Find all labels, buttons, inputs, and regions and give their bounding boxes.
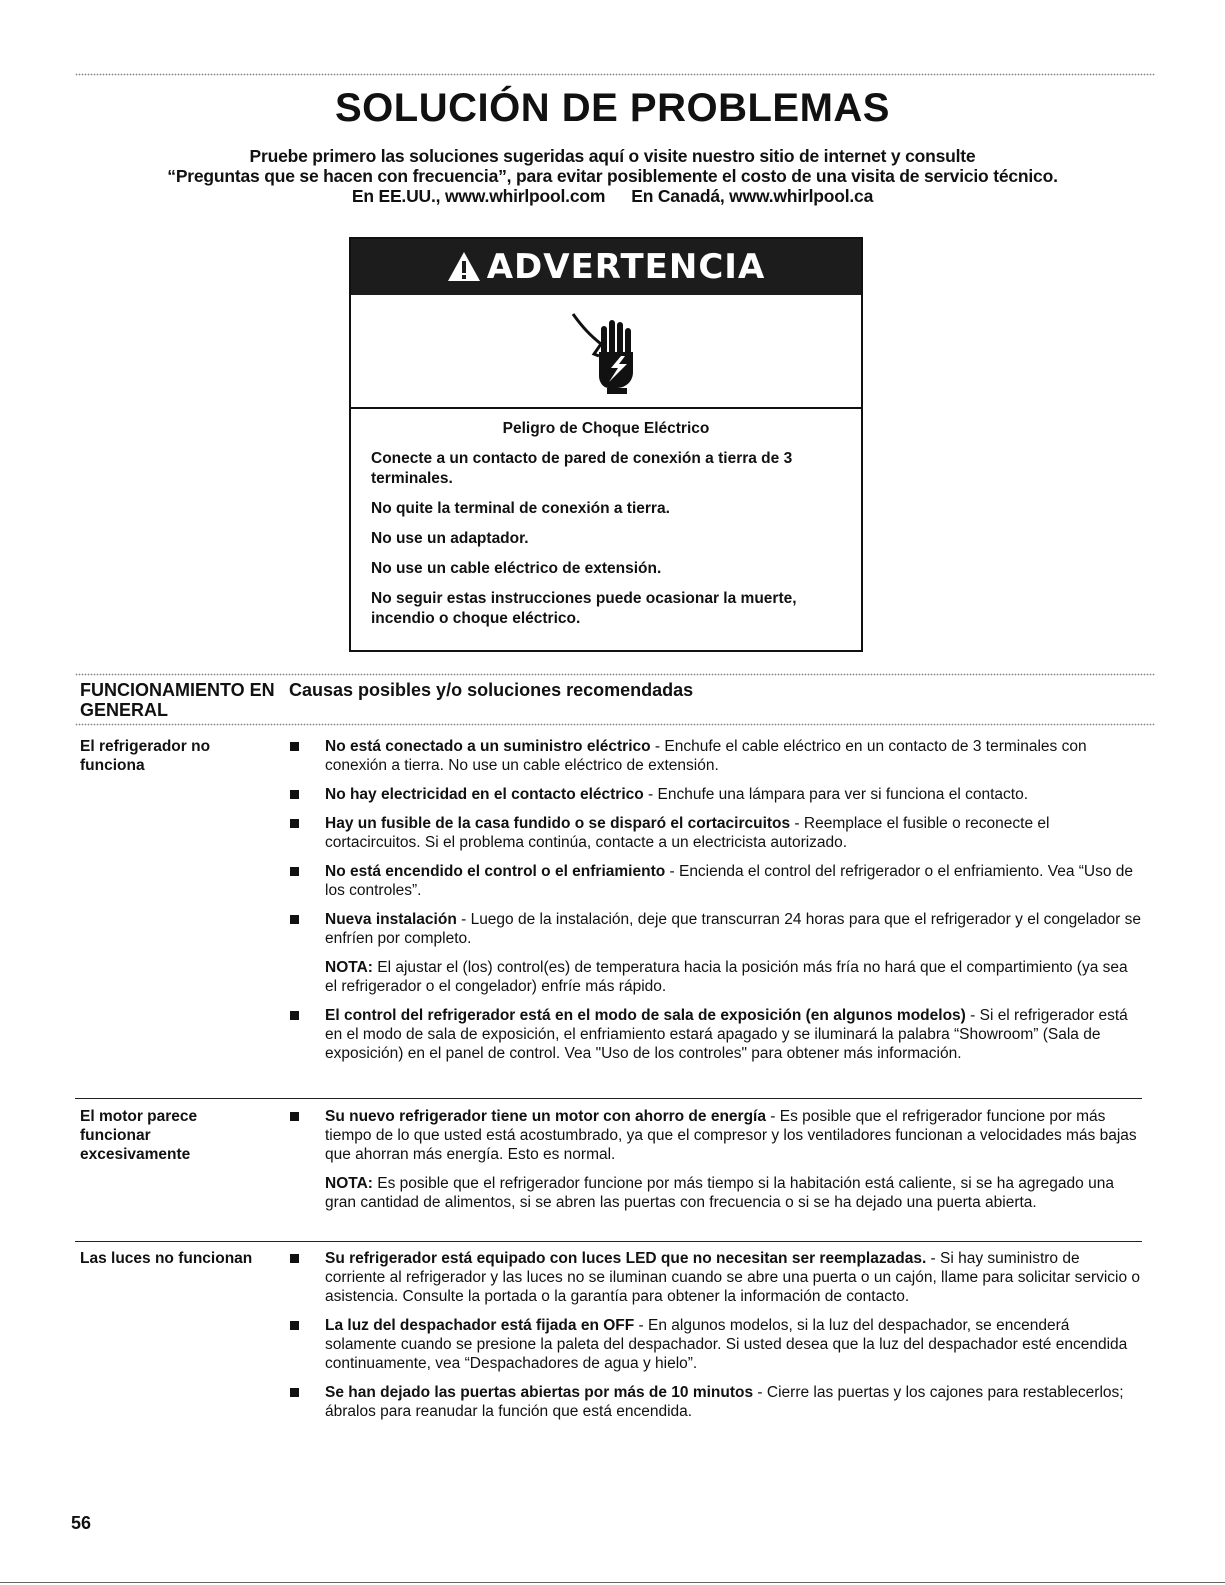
solution-list [288, 1249, 1142, 1431]
list-item [288, 785, 1142, 804]
list-item [288, 1107, 1142, 1164]
website-urls [0, 186, 1225, 206]
cause-title: Nueva instalación [325, 911, 457, 928]
note-text: Es posible que el refrigerador funcione por más tiempo si la habitación está caliente, si se ha agregado una gran cantidad de alimentos, si se abren las puertas con frecuencia o si se ha dejado una puerta abierta. [325, 1175, 1114, 1211]
url-canada: En Canadá, www.whirlpool.ca [631, 186, 874, 206]
note [288, 1174, 1142, 1212]
intro-line-2: “Preguntas que se hacen con frecuencia”, para evitar posiblemente el costo de una visita de servicio técnico. [167, 166, 1058, 186]
url-us: En EE.UU., www.whirlpool.com [351, 186, 606, 206]
warning-line: No use un adaptador. [371, 530, 529, 547]
note-label: NOTA: [325, 1175, 373, 1192]
bullet-icon [290, 790, 299, 799]
column-header-solutions: Causas posibles y/o soluciones recomendadas [289, 680, 694, 700]
solution-text: - Es posible que el refrigerador funcione por más tiempo de lo que usted está acostumbrado, ya que el compresor y los ventiladores funcionan a velocidades más bajas que ahorran más energía. Esto es normal. [325, 1108, 1137, 1163]
bullet-icon [290, 1388, 299, 1397]
top-dotted-rule [75, 72, 1155, 77]
intro-line-1: Pruebe primero las soluciones sugeridas aquí o visite nuestro sitio de internet y consulte [249, 146, 976, 166]
section-label: El motor parece funcionar excesivamente [80, 1108, 198, 1163]
intro-text [0, 146, 1225, 206]
list-item [288, 737, 1142, 775]
warning-heading: ADVERTENCIA [486, 247, 766, 287]
list-item [288, 862, 1142, 900]
warning-header [351, 239, 861, 295]
solution-text: - Encienda el control del refrigerador o el enfriamiento. Vea “Uso de los controles”. [325, 863, 1134, 899]
solution-text: - Si el refrigerador está en el modo de sala de exposición, el enfriamiento estará apagado y se iluminará la palabra “Showroom” (Sala de exposición) en el panel de control. Vea "Uso de los controles" para obtener más información. [325, 1007, 1128, 1062]
list-item [288, 814, 1142, 852]
bullet-icon [290, 915, 299, 924]
hazard-triangle-icon [447, 250, 481, 284]
cause-title: No hay electricidad en el contacto eléctrico [325, 786, 644, 803]
note-text: El ajustar el (los) control(es) de temperatura hacia la posición más fría no hará que el compartimiento (ya sea el refrigerador o el congelador) enfríe más rápido. [325, 959, 1128, 995]
solution-text: - En algunos modelos, si la luz del despachador, se encenderá solamente cuando se presione la paleta del despachador. Si usted desea que la luz del despachador esté encendida continuamente, vea “Despachadores de agua y hielo”. [325, 1317, 1128, 1372]
cause-title: No está conectado a un suministro eléctrico [325, 738, 651, 755]
solution-text: - Enchufe una lámpara para ver si funciona el contacto. [643, 786, 1028, 803]
cause-title: Se han dejado las puertas abiertas por más de 10 minutos [325, 1384, 754, 1401]
cause-title: La luz del despachador está fijada en OFF [325, 1317, 635, 1334]
solution-text: - Cierre las puertas y los cajones para restablecerlos; ábralos para reanudar la función que está encendida. [325, 1384, 1124, 1420]
cause-title: No está encendido el control o el enfriamiento [325, 863, 666, 880]
bullet-icon [290, 1321, 299, 1330]
warning-box [349, 237, 863, 652]
section-label: Las luces no funcionan [80, 1250, 253, 1267]
list-item [288, 910, 1142, 948]
list-item [288, 1316, 1142, 1373]
page-title: SOLUCIÓN DE PROBLEMAS [335, 86, 890, 130]
warning-line: Conecte a un contacto de pared de conexión a tierra de 3 terminales. [371, 450, 793, 487]
cause-title: El control del refrigerador está en el modo de sala de exposición (en algunos modelos) [325, 1007, 966, 1024]
table-top-dotted-rule [75, 672, 1155, 677]
bullet-icon [290, 742, 299, 751]
bottom-rule [0, 1582, 1225, 1583]
solution-text: - Si hay suministro de corriente al refrigerador y las luces no se iluminan cuando se abre una puerta o un cajón, llame para solicitar servicio o asistencia. Consulte la portada o la garantía para obtener la información de contacto. [325, 1250, 1141, 1305]
solution-text: - Reemplace el fusible o reconecte el cortacircuitos. Si el problema continúa, contacte a un electricista autorizado. [325, 815, 1050, 851]
warning-text [351, 409, 861, 629]
section-divider [75, 1098, 1142, 1099]
column-header-category: FUNCIONAMIENTO EN GENERAL [80, 680, 275, 720]
bullet-icon [290, 867, 299, 876]
section-divider [75, 1241, 1142, 1242]
hazard-name: Peligro de Choque Eléctrico [502, 420, 710, 437]
page-number: 56 [71, 1513, 92, 1533]
solution-list [288, 737, 1142, 1073]
list-item [288, 1249, 1142, 1306]
warning-line: No seguir estas instrucciones puede ocasionar la muerte, incendio o choque eléctrico. [371, 590, 797, 627]
cause-title: Su refrigerador está equipado con luces LED que no necesitan ser reemplazadas. [325, 1250, 927, 1267]
cause-title: Hay un fusible de la casa fundido o se disparó el cortacircuitos [325, 815, 791, 832]
electric-shock-hand-icon [561, 306, 651, 396]
electric-shock-pictogram [351, 295, 861, 409]
note [288, 958, 1142, 996]
bullet-icon [290, 819, 299, 828]
solution-text: - Luego de la instalación, deje que transcurran 24 horas para que el refrigerador y el congelador se enfríen por completo. [325, 911, 1141, 947]
bullet-icon [290, 1254, 299, 1263]
section-label: El refrigerador no funciona [80, 738, 211, 774]
warning-line: No quite la terminal de conexión a tierra. [371, 500, 670, 517]
list-item [288, 1383, 1142, 1421]
solution-list [288, 1107, 1142, 1222]
bullet-icon [290, 1011, 299, 1020]
note-label: NOTA: [325, 959, 373, 976]
list-item [288, 1006, 1142, 1063]
cause-title: Su nuevo refrigerador tiene un motor con ahorro de energía [325, 1108, 766, 1125]
solution-text: - Enchufe el cable eléctrico en un contacto de 3 terminales con conexión a tierra. No use un cable eléctrico de extensión. [325, 738, 1087, 774]
header-bottom-dotted-rule [75, 722, 1155, 727]
bullet-icon [290, 1112, 299, 1121]
warning-line: No use un cable eléctrico de extensión. [371, 560, 662, 577]
